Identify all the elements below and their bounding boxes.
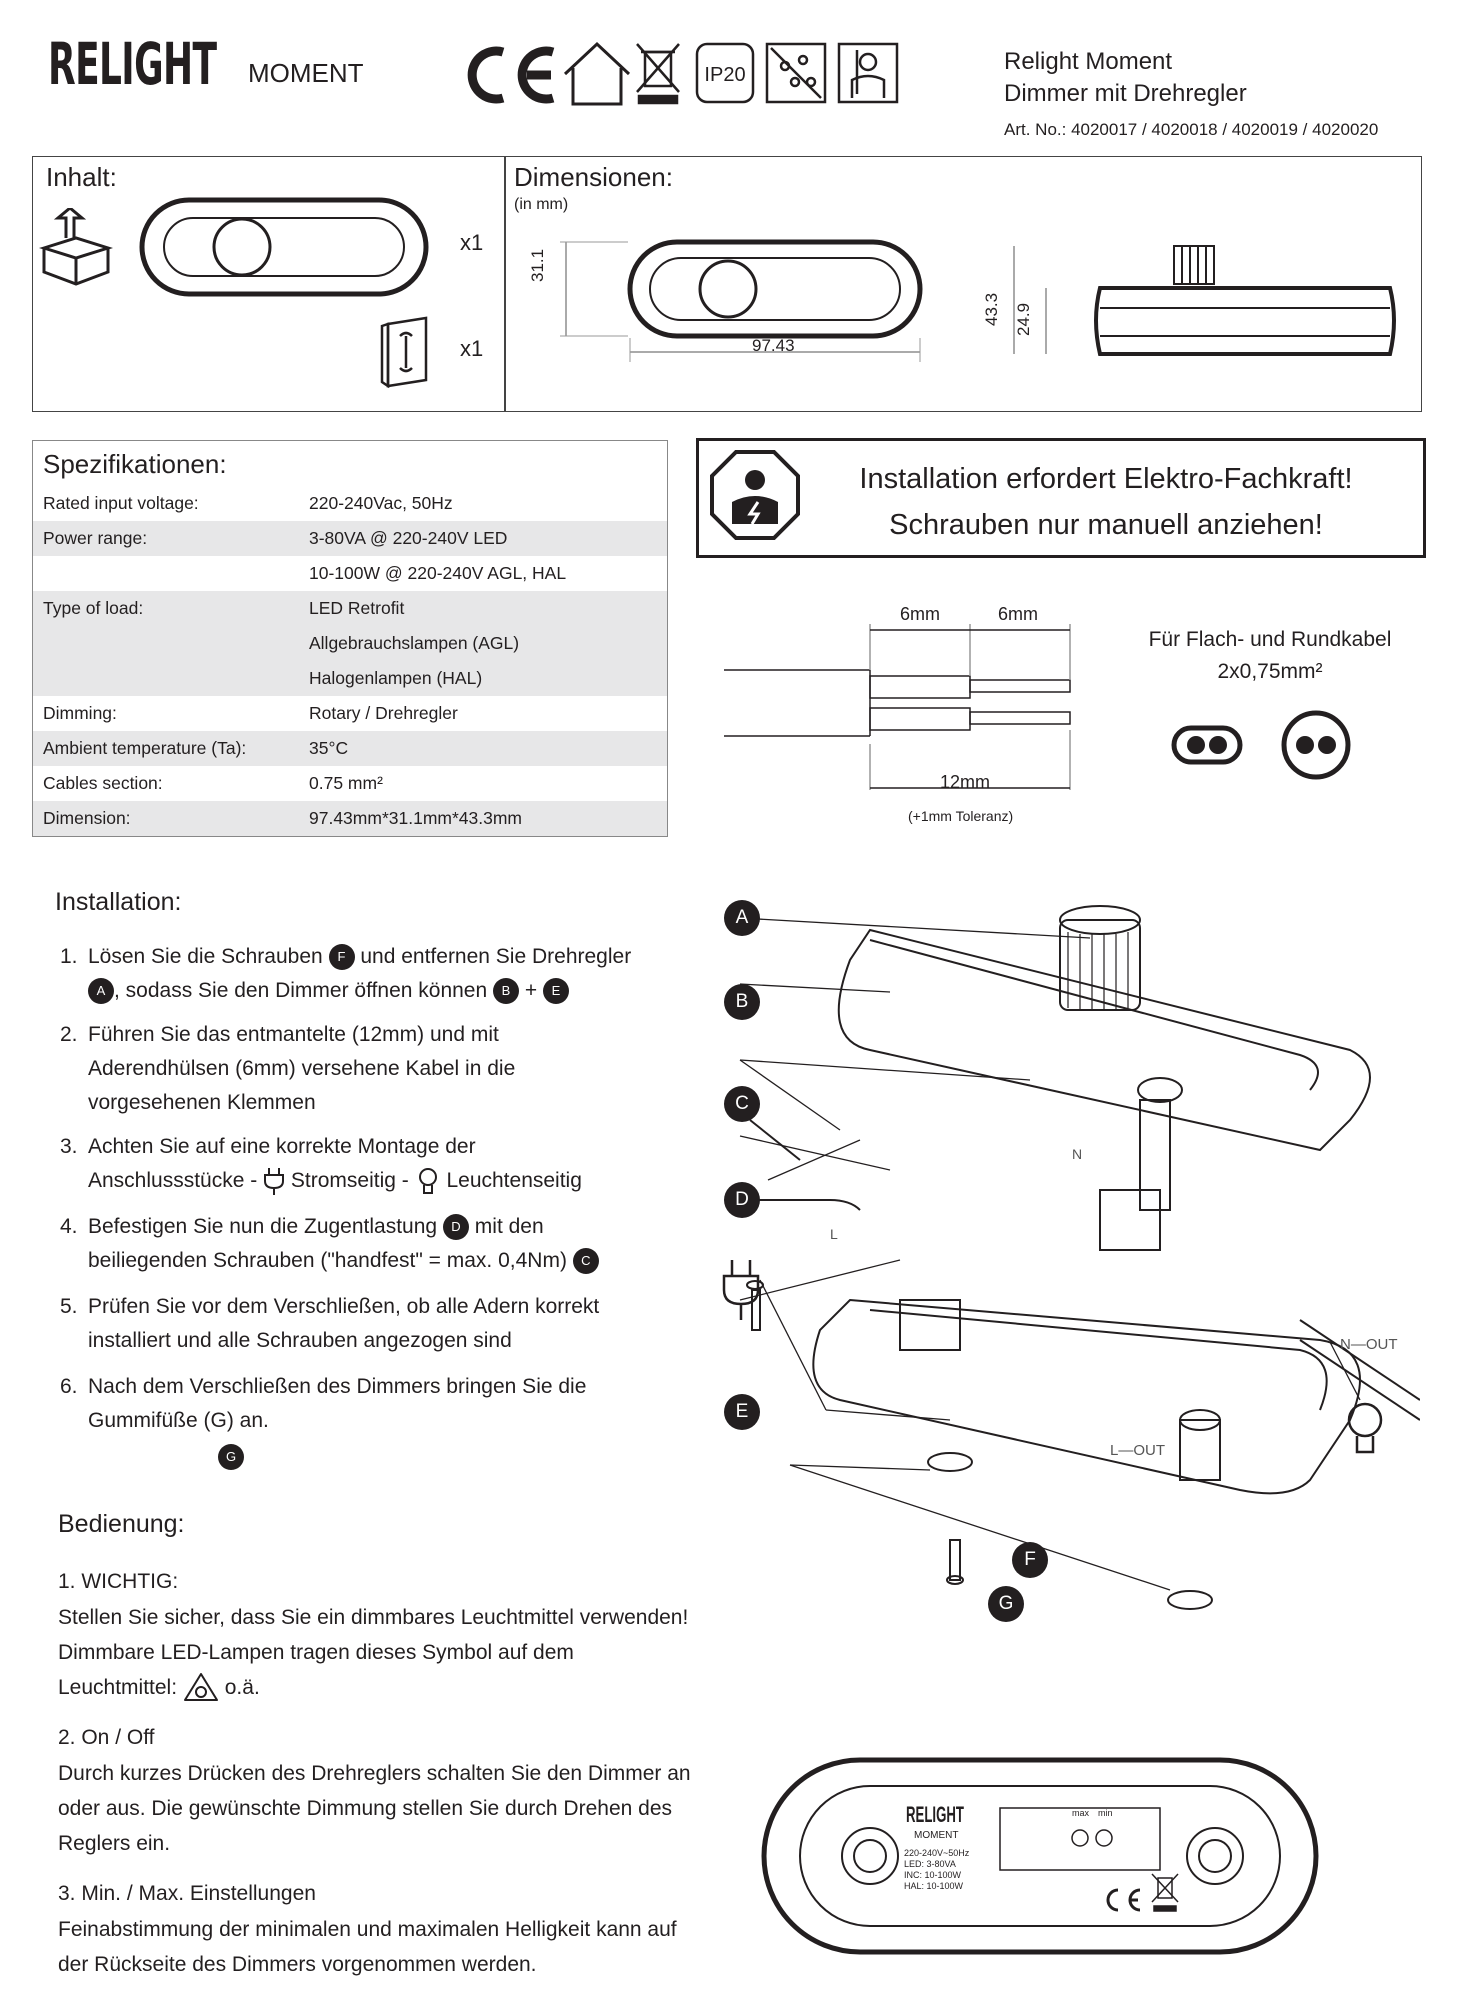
spec-row: Power range: 3-80VA @ 220-240V LED (33, 521, 667, 556)
label-l-out: L—OUT (1110, 1442, 1166, 1459)
weee-bin-icon (637, 44, 679, 103)
strip-total: 12mm (940, 772, 991, 792)
product-name: Relight Moment (1004, 48, 1173, 75)
callout-g-text: G (218, 1444, 244, 1470)
header-title (1004, 46, 1247, 110)
diagram-label-c: C (724, 1086, 760, 1122)
bedienung-title: Bedienung: (58, 1510, 185, 1538)
dimension-unit: (in mm) (514, 196, 569, 213)
spec-row: Cables section: 0.75 mm² (43, 773, 383, 793)
back-max-label: max (1072, 1808, 1090, 1818)
label-l: L (830, 1226, 838, 1242)
warning-line-2: Schrauben nur manuell anziehen! (889, 509, 1323, 541)
ce-mark-icon (472, 51, 553, 99)
diagram-label-f: F (1012, 1542, 1048, 1578)
bulb-icon (415, 1165, 441, 1197)
dimension-side-drawing (990, 236, 1410, 376)
spec-row: Ambient temperature (Ta): 35°C (33, 731, 667, 766)
install-step-4: 4. Befestigen Sie nun die Zugentlastung D mit den beiliegenden Schrauben ("handfest" = max. 0,4Nm) C (60, 1210, 680, 1278)
electrician-warning-icon (710, 450, 800, 540)
round-cable-icon (1284, 713, 1348, 777)
subbrand: MOMENT (248, 58, 364, 88)
back-specs: 220-240V~50Hz LED: 3-80VA INC: 10-100W HAL: 10-100W (904, 1848, 970, 1891)
install-step-5: 5. Prüfen Sie vor dem Verschließen, ob alle Adern korrekt installiert und alle Schrauben angezogen sind (60, 1295, 600, 1352)
callout-a: A (88, 978, 114, 1004)
weee-small-icon (1152, 1874, 1178, 1911)
dimmer-top-view-contents (138, 196, 430, 298)
spec-row: Dimming: Rotary / Drehregler (43, 703, 458, 723)
product-subtitle: Dimmer mit Drehregler (1004, 80, 1247, 107)
svg-text:IP20: IP20 (704, 64, 746, 86)
strip-length-1: 6mm (900, 604, 940, 624)
spec-row: 10-100W @ 220-240V AGL, HAL (309, 563, 567, 583)
operation-text-3: Feinabstimmung der minimalen und maximalen Helligkeit kann auf der Rückseite des Dimmers vorgenommen werden. (58, 1918, 677, 1976)
operation-heading-1: 1. WICHTIG: (58, 1570, 179, 1593)
diagram-label-a: A (724, 900, 760, 936)
dim-height-total: 43.3 (982, 292, 1001, 326)
spec-title: Spezifikationen: (43, 449, 227, 479)
spec-row: Rated input voltage: 220-240Vac, 50Hz (43, 493, 453, 513)
dimension-top-drawing (530, 222, 950, 372)
diagram-label-e: E (724, 1394, 760, 1430)
dimmer-back-view (760, 1756, 1320, 1956)
inhalt-title: Inhalt: (46, 162, 117, 192)
callout-f: F (329, 944, 355, 970)
back-brand: RELIGHT (906, 1802, 964, 1827)
callout-d: D (443, 1214, 469, 1240)
spec-table (32, 440, 668, 837)
divider (504, 157, 506, 411)
dimensionen-title: Dimensionen: (514, 162, 673, 192)
manual-wrench-icon (380, 316, 436, 388)
operation-heading-2: 2. On / Off (58, 1726, 155, 1749)
spec-row: Dimension: 97.43mm*31.1mm*43.3mm (33, 801, 667, 836)
callout-c: C (573, 1248, 599, 1274)
ce-small-icon (1108, 1890, 1140, 1910)
back-min-label: min (1098, 1808, 1113, 1818)
strip-tolerance: (+1mm Toleranz) (908, 808, 1014, 824)
warning-line-1: Installation erfordert Elektro-Fachkraft! (859, 463, 1353, 495)
dim-height-body: 24.9 (1014, 302, 1033, 336)
indoor-house-icon (565, 44, 629, 104)
exploded-assembly-diagram (700, 880, 1420, 1660)
cable-type-text: Für Flach- und Rundkabel 2x0,75mm² (1148, 628, 1392, 683)
article-numbers: Art. No.: 4020017 / 4020018 / 4020019 / 4020020 (1004, 120, 1379, 139)
diagram-label-d: D (724, 1182, 760, 1218)
certification-icons (455, 38, 915, 110)
dim-height-top: 31.1 (528, 248, 547, 282)
cable-cross-section-icons (1170, 710, 1370, 790)
no-wet-cleaning-icon (767, 44, 825, 102)
cable-strip-diagram (720, 600, 1090, 790)
callout-e: E (543, 978, 569, 1004)
strip-length-2: 6mm (998, 604, 1038, 624)
install-step-6: 6. Nach dem Verschließen des Dimmers bringen Sie die Gummifüße (G) an. (60, 1375, 587, 1432)
ip20-icon (697, 44, 753, 102)
package-box-icon (36, 208, 116, 286)
contents-qty-dimmer: x1 (460, 230, 484, 255)
installation-title: Installation: (55, 888, 182, 916)
operation-text-1: Stellen Sie sicher, dass Sie ein dimmbares Leuchtmittel verwenden! Dimmbare LED-Lampen tragen dieses Symbol auf dem Leuchtmittel: o.ä. (58, 1600, 698, 1705)
dimmable-symbol-icon (183, 1672, 219, 1704)
callout-b: B (493, 978, 519, 1004)
back-model: MOMENT (914, 1830, 959, 1841)
electrician-icon (839, 44, 897, 102)
operation-text-2: Durch kurzes Drücken des Drehreglers schalten Sie den Dimmer an oder aus. Die gewünschte Dimmung stellen Sie durch Drehen des Reglers ein. (58, 1762, 691, 1855)
diagram-label-b: B (724, 984, 760, 1020)
install-step-3: 3. Achten Sie auf eine korrekte Montage der Anschlussstücke - Stromseitig - Leuchtenseitig (60, 1130, 680, 1198)
dim-length: 97.43 (752, 336, 795, 355)
brand-logo: RELIGHT (48, 30, 217, 98)
label-n: N (1072, 1146, 1083, 1162)
operation-heading-3: 3. Min. / Max. Einstellungen (58, 1882, 316, 1905)
flat-cable-icon (1174, 728, 1240, 762)
install-step-1: 1. Lösen Sie die Schrauben F und entfernen Sie Drehregler A , sodass Sie den Dimmer öffnen können B + E (60, 940, 680, 1008)
contents-qty-manual: x1 (460, 336, 484, 361)
label-n-out: N—OUT (1340, 1336, 1398, 1353)
plug-icon (263, 1166, 285, 1196)
install-step-2: 2. Führen Sie das entmantelte (12mm) und mit Aderendhülsen (6mm) versehene Kabel in die vorgesehenen Klemmen (60, 1023, 516, 1114)
spec-row: Type of load: LED Retrofit Allgebrauchslampen (AGL) Halogenlampen (HAL) (33, 591, 667, 696)
diagram-label-g: G (988, 1586, 1024, 1622)
warning-text (806, 456, 1406, 548)
